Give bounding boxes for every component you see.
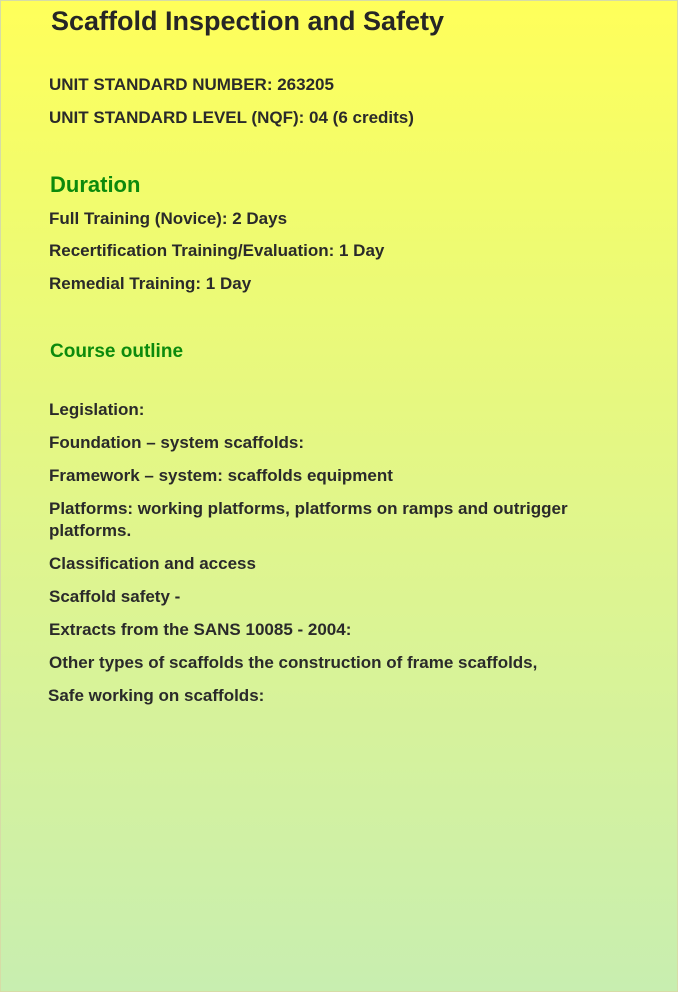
outline-item-legislation: Legislation: <box>49 400 145 419</box>
outline-item-sans-extracts: Extracts from the SANS 10085 - 2004: <box>49 620 352 639</box>
duration-heading: Duration <box>50 172 141 197</box>
outline-item-safe-working: Safe working on scaffolds: <box>48 686 265 705</box>
duration-item-full-training: Full Training (Novice): 2 Days <box>49 209 288 228</box>
unit-standard-number: UNIT STANDARD NUMBER: 263205 <box>49 75 334 94</box>
duration-item-remedial: Remedial Training: 1 Day <box>49 274 252 293</box>
outline-item-framework: Framework – system: scaffolds equipment <box>49 466 393 485</box>
course-outline-heading: Course outline <box>50 341 184 362</box>
outline-item-foundation: Foundation – system scaffolds: <box>49 433 305 452</box>
outline-item-other-types: Other types of scaffolds the construction of frame scaffolds, <box>49 653 538 672</box>
unit-standard-level: UNIT STANDARD LEVEL (NQF): 04 (6 credits) <box>49 108 414 127</box>
outline-item-scaffold-safety: Scaffold safety - <box>49 587 181 606</box>
duration-item-recertification: Recertification Training/Evaluation: 1 Day <box>49 241 385 260</box>
page-title: Scaffold Inspection and Safety <box>51 6 445 36</box>
outline-item-platforms: Platforms: working platforms, platforms on ramps and outrigger platforms. <box>49 499 568 540</box>
outline-item-classification: Classification and access <box>49 554 256 573</box>
